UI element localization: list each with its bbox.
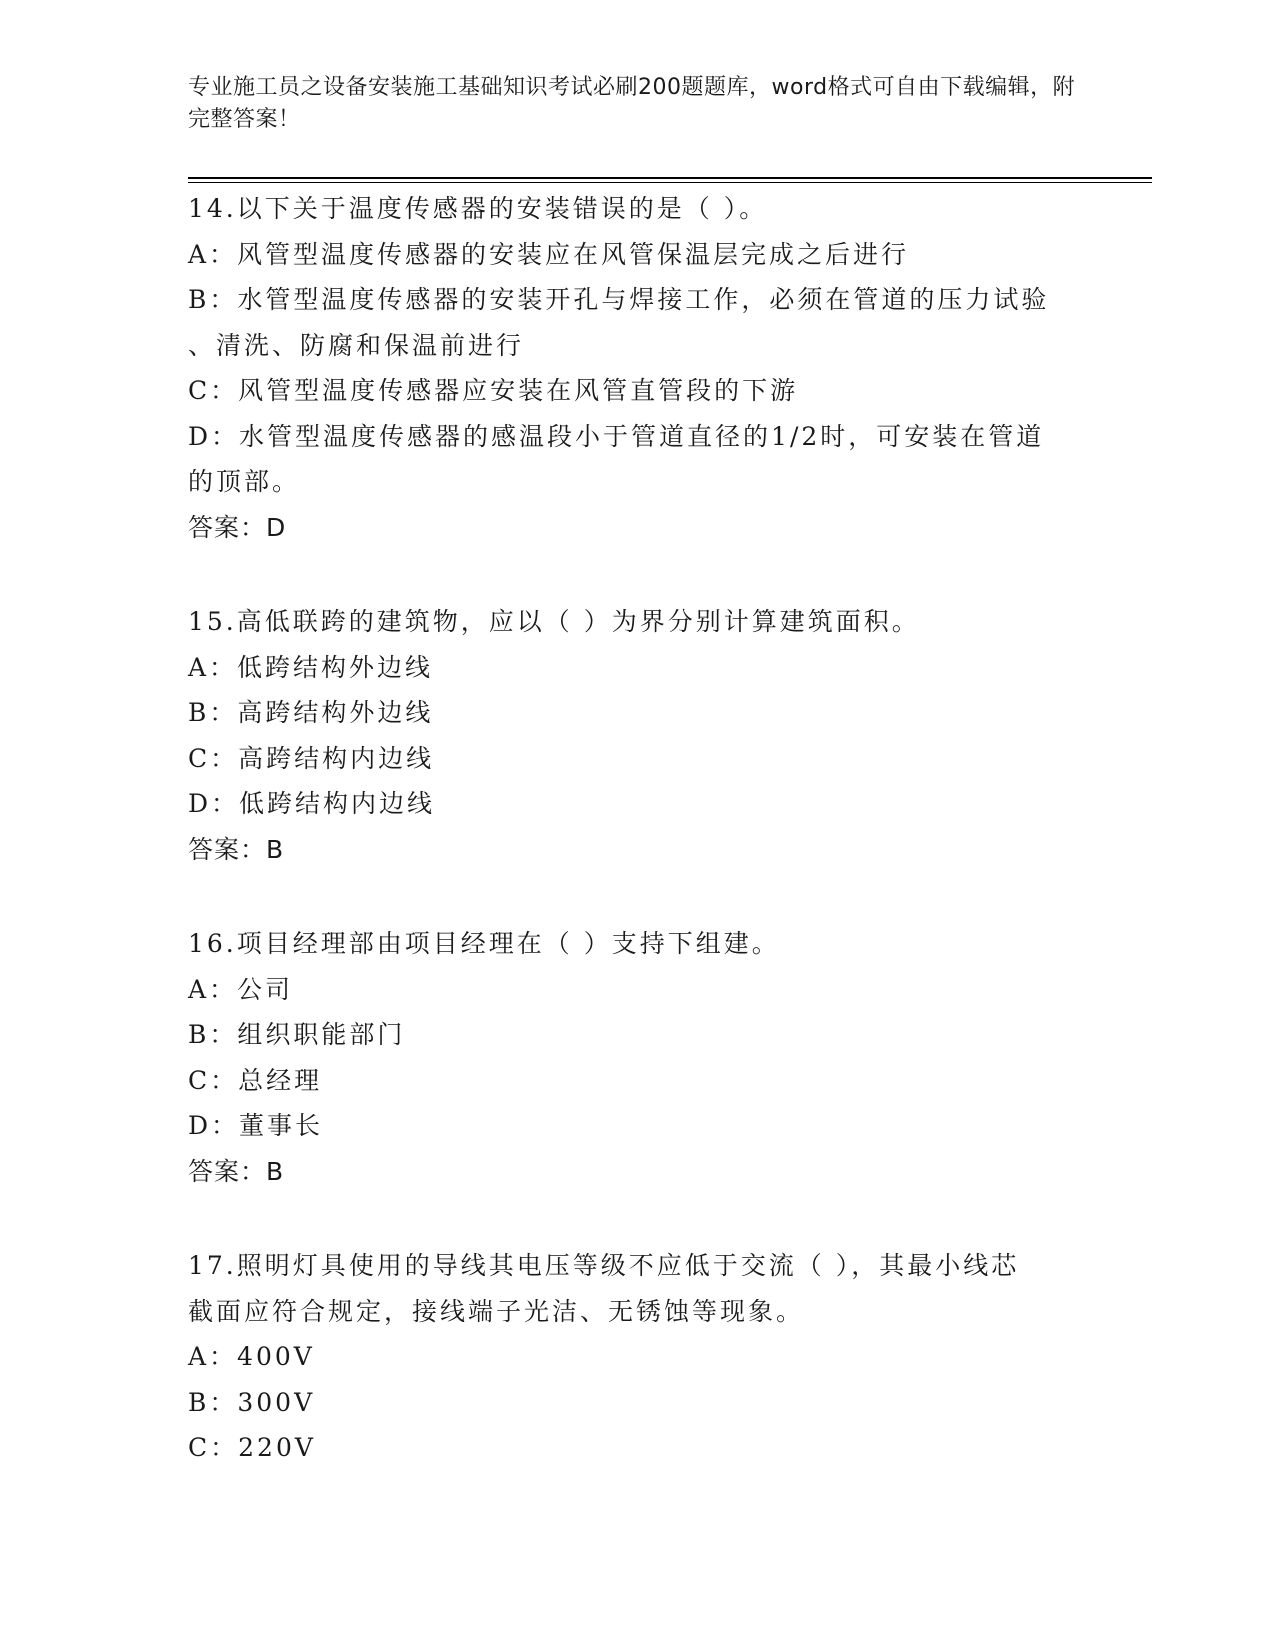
option-b-continued: 、清洗、防腐和保温前进行 xyxy=(188,330,525,360)
question-14 xyxy=(188,186,1068,550)
answer: 答案：B xyxy=(188,834,285,864)
answer: 答案：B xyxy=(188,1156,285,1186)
option-b: B：组织职能部门 xyxy=(188,1020,406,1049)
question-stem-continued: 截面应符合规定，接线端子光洁、无锈蚀等现象。 xyxy=(188,1296,805,1326)
header-title: 专业施工员之设备安装施工基础知识考试必刷200题题库，word格式可自由下载编辑，附完整答案！ xyxy=(188,75,1076,132)
option-a: A：风管型温度传感器的安装应在风管保温层完成之后进行 xyxy=(188,239,910,269)
option-a: A：低跨结构外边线 xyxy=(188,652,434,682)
question-17 xyxy=(188,1243,1068,1471)
header-divider-thin xyxy=(188,182,1152,183)
option-c: C：总经理 xyxy=(188,1065,323,1095)
option-a: A：400V xyxy=(188,1342,315,1371)
option-b: B：水管型温度传感器的安装开孔与焊接工作，必须在管道的压力试验 xyxy=(188,285,1050,314)
option-d: D：水管型温度传感器的感温段小于管道直径的1/2时，可安装在管道 xyxy=(188,421,1045,451)
option-d: D：低跨结构内边线 xyxy=(188,789,436,818)
answer: 答案：D xyxy=(188,512,287,542)
header-divider-thick xyxy=(188,177,1152,179)
question-list xyxy=(188,186,1068,1520)
question-15 xyxy=(188,599,1068,872)
page-header xyxy=(188,72,1088,136)
option-d: D：董事长 xyxy=(188,1111,324,1140)
question-stem: 16.项目经理部由项目经理在（ ）支持下组建。 xyxy=(188,929,780,958)
option-c: C：风管型温度传感器应安装在风管直管段的下游 xyxy=(188,376,799,405)
option-b: B：300V xyxy=(188,1387,316,1417)
option-a: A：公司 xyxy=(188,974,294,1004)
question-stem: 15.高低联跨的建筑物，应以（ ）为界分别计算建筑面积。 xyxy=(188,607,920,636)
question-stem: 14.以下关于温度传感器的安装错误的是（ ）。 xyxy=(188,194,768,223)
option-b: B：高跨结构外边线 xyxy=(188,698,434,727)
option-c: C：高跨结构内边线 xyxy=(188,743,435,773)
question-stem: 17.照明灯具使用的导线其电压等级不应低于交流（ ），其最小线芯 xyxy=(188,1251,1020,1280)
option-d-continued: 的顶部。 xyxy=(188,467,301,496)
question-16 xyxy=(188,921,1068,1194)
option-c: C：220V xyxy=(188,1433,316,1462)
